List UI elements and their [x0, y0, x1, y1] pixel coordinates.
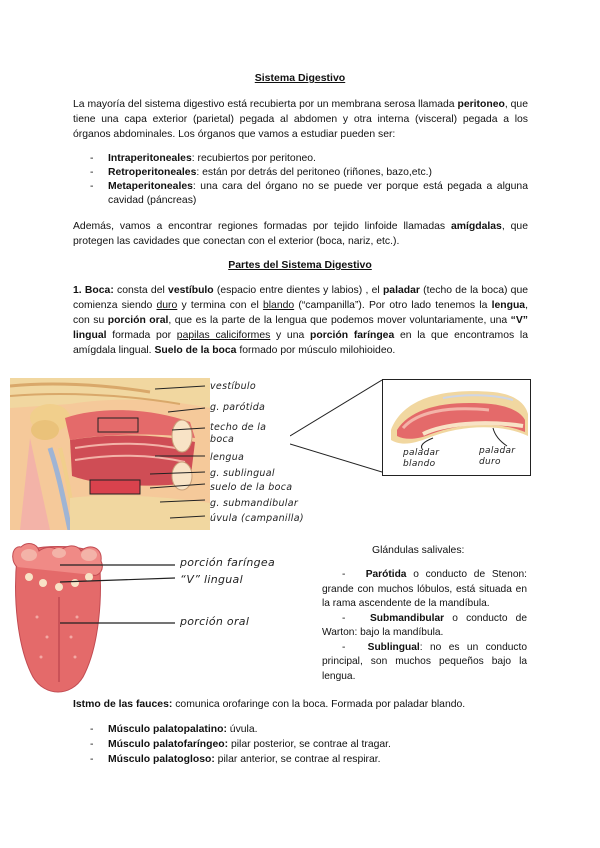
muscles-list: [88, 722, 528, 767]
boca-heading: 1. Boca:: [73, 285, 114, 296]
intro-text-2: , que tiene una capa exterior (parietal) pegada al abdomen y otra interna (visceral) pegada a los órganos abdominales. Los órganos que vamos a estudiar pueden ser:: [73, 99, 528, 140]
label-g-parotida: g. parótida: [210, 402, 266, 413]
list-item: - Músculo palatogloso: pilar anterior, se contrae al respirar.: [88, 752, 528, 767]
list-item: - Músculo palatofaríngeo: pilar posterior, se contrae al tragar.: [88, 737, 528, 752]
label-v-lingual: “V” lingual: [180, 573, 243, 586]
amigdalas-term: amígdalas: [451, 221, 502, 232]
label-paladar-blando: paladar blando: [403, 448, 440, 469]
tonsils-paragraph: Además, vamos a encontrar regiones formadas por tejido linfoide llamadas amígdalas, que protegen las cavidades que conectan con el exterior (boca, nariz, etc.).: [73, 221, 528, 247]
label-suelo-boca: suelo de la boca: [210, 482, 293, 493]
list-item: - Retroperitoneales: están por detrás del peritoneo (riñones, bazo,etc.): [88, 166, 528, 180]
label-lengua: lengua: [210, 452, 245, 463]
intro-paragraph: [73, 97, 528, 142]
glands-title: Glándulas salivales:: [372, 545, 465, 556]
label-porcion-oral: porción oral: [180, 615, 250, 628]
tongue-label-leaders: [60, 560, 180, 630]
intro-peritoneo: peritoneo: [457, 99, 505, 110]
boca-paragraph: 1. Boca: consta del vestíbulo (espacio entre dientes y labios) , el paladar (techo de la boca) que comienza siendo duro y termina con el blando (“campanilla”). Por otro lado tenemos la lengua, con su porción oral, que es la parte de la lengua que podemos mover voluntariamente, una “V” lingual formada por papilas caliciformes y una porción faríngea en la que encontramos la amígdala lingual. Suelo de la boca formado por músculo milohioideo.: [73, 285, 529, 356]
label-paladar-duro: paladar duro: [479, 446, 516, 467]
palate-detail-box: [382, 379, 531, 476]
intro-text-1: La mayoría del sistema digestivo está recubierta por un membrana serosa llamada: [73, 99, 458, 110]
gland-item: - Parótida o conducto de Stenon: grande con muchos lóbulos, está situada en la rama ascendente de la mandíbula.: [322, 569, 527, 609]
zoom-connector-lines: [290, 378, 385, 478]
list-item: - Músculo palatopalatino: úvula.: [88, 722, 528, 737]
label-vestibulo: vestíbulo: [210, 381, 256, 392]
list-item: - Metaperitoneales: una cara del órgano no se puede ver porque está pegada a alguna cavidad (páncreas): [88, 180, 528, 208]
organ-types-list: [88, 152, 528, 208]
istmo-paragraph: Istmo de las fauces: comunica orofaringe con la boca. Formada por paladar blando.: [73, 699, 466, 710]
glands-list: [322, 568, 527, 684]
label-uvula: úvula (campanilla): [210, 513, 304, 524]
label-g-submandibular: g. submandibular: [210, 498, 299, 509]
mouth-label-leaders: [150, 384, 210, 524]
section-title: Partes del Sistema Digestivo: [228, 259, 372, 271]
istmo-heading: Istmo de las fauces:: [73, 699, 173, 710]
page-title: Sistema Digestivo: [254, 72, 346, 84]
label-techo-boca: techo de la boca: [210, 422, 267, 445]
list-item: - Intraperitoneales: recubiertos por peritoneo.: [88, 152, 528, 166]
gland-item: - Submandibular o conducto de Warton: bajo la mandíbula.: [322, 612, 527, 638]
label-porcion-faringea: porción faríngea: [180, 556, 275, 569]
label-g-sublingual: g. sublingual: [210, 468, 275, 479]
gland-item: - Sublingual: no es un conducto principal, son muchos pequeños bajo la lengua.: [322, 641, 528, 682]
